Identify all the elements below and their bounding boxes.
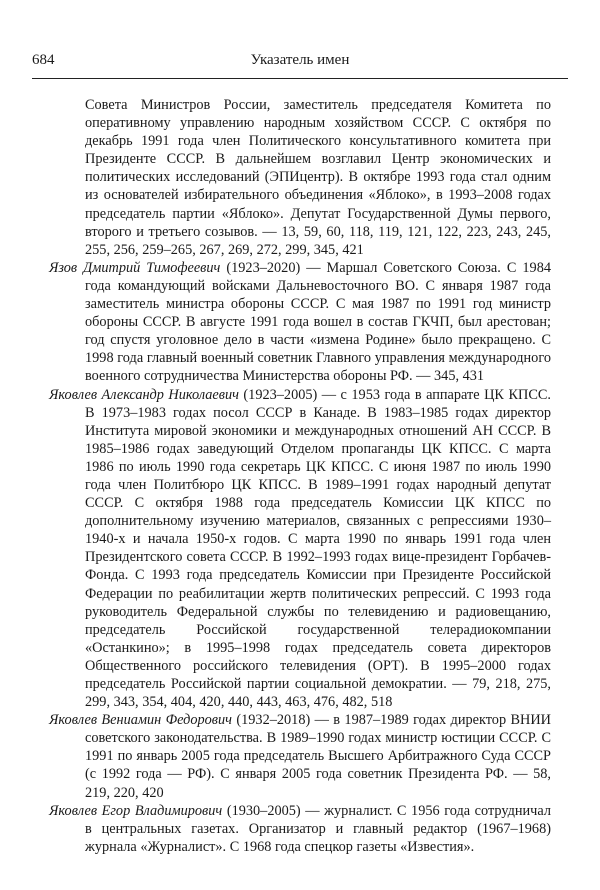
entry-name: Яковлев Егор Владимирович bbox=[49, 802, 223, 819]
index-entry bbox=[49, 802, 551, 856]
index-entry bbox=[49, 259, 551, 386]
entry-text: (1923–2005) — с 1953 года в аппарате ЦК КПСС. В 1973–1983 годах посол СССР в Канаде. В 1983–1985 годах директор Института мировой экономики и международных отношений АН СССР. В 1985–1986 годах заведующий Отделом пропаганды ЦК КПСС. С марта 1986 по июль 1990 года секретарь ЦК КПСС. С июня 1987 по июль 1990 года член Политбюро ЦК КПСС. В 1989–1991 годах народный депутат СССР. С октября 1988 года председатель Комиссии ЦК КПСС по дополнительному изучению материалов, связанных с репрессиями 1930–1940-х и начала 1950-х годов. С марта 1990 по январь 1991 года член Президентского совета СССР. В 1992–1993 годах вице-президент Горбачев-Фонда. С 1993 года председатель Комиссии при Президенте Российской Федерации по реабилитации жертв политических репрессий. С 1993 года руководитель Федеральной службы по телевидению и радиовещанию, председатель Российской государственной телерадиокомпании «Останкино»; в 1995–1998 годах председатель совета директоров Общественного российского телевидения (ОРТ). В 1995–2000 годах председатель Российской партии социальной демократии. — 79, 218, 275, 299, 343, 354, 404, 420, 440, 443, 463, 476, 482, 518 bbox=[85, 386, 551, 711]
index-entry bbox=[49, 386, 551, 712]
entry-text: (1923–2020) — Маршал Советского Союза. С 1984 года командующий войсками Дальневосточного ВО. С января 1987 года заместитель министра обороны СССР. С мая 1987 по 1991 год министр обороны СССР. В августе 1991 года вошел в состав ГКЧП, был арестован; год спустя уголовное дело в части «измена Родине» было прекращено. С 1998 года главный военный советник Главного управления международного военного сотрудничества Министерства обороны РФ. — 345, 431 bbox=[85, 259, 551, 385]
running-title: Указатель имен bbox=[250, 52, 350, 68]
index-entry bbox=[49, 711, 551, 801]
name-index-body bbox=[49, 96, 551, 856]
entry-name: Язов Дмитрий Тимофеевич bbox=[49, 259, 221, 276]
entry-text: (1932–2018) — в 1987–1989 годах директор ВНИИ советского законодательства. В 1989–1990 годах министр юстиции СССР. С 1991 по январь 2005 года председатель Высшего Арбитражного Суда СССР (с 1992 года — РФ). С января 2005 года советник Президента РФ. — 58, 219, 220, 420 bbox=[85, 712, 551, 801]
index-entry-continued bbox=[85, 96, 551, 259]
entry-name: Яковлев Вениамин Федорович bbox=[49, 712, 232, 729]
page-number: 684 bbox=[32, 52, 55, 68]
entry-text: (1930–2005) — журналист. С 1956 года сотрудничал в центральных газетах. Организатор и главный редактор (1967–1968) журнала «Журналист». С 1968 года спецкор газеты «Известия». bbox=[85, 802, 551, 855]
entry-name: Яковлев Александр Николаевич bbox=[49, 386, 239, 403]
entry-text: Совета Министров России, заместитель председателя Комитета по оперативному управлению народным хозяйством СССР. С октября по декабрь 1991 года член Политического консультативного комитета при Президенте СССР. В дальнейшем возглавил Центр экономических и политических исследований (ЭПИцентр). В октябре 1993 года стал одним из основателей избирательного объединения «Яблоко», в 1993–2008 годах председатель партии «Яблоко». Депутат Государственной Думы первого, второго и третьего созывов. — 13, 59, 60, 118, 119, 121, 122, 223, 243, 245, 255, 256, 259–265, 267, 269, 272, 299, 345, 421 bbox=[85, 97, 551, 258]
page-header bbox=[32, 52, 568, 79]
